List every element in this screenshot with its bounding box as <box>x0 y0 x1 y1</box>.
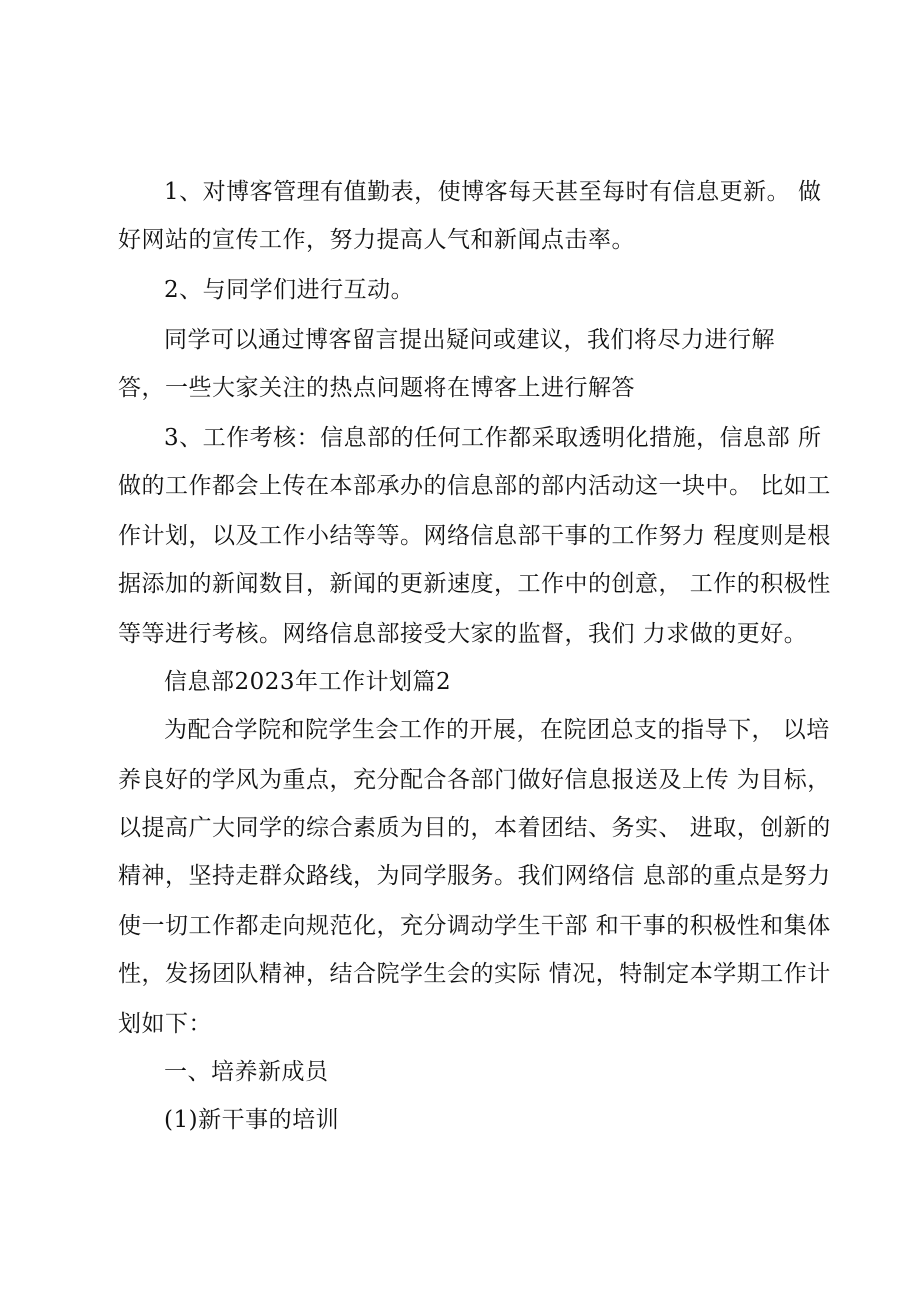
subheading: 一、培养新成员 <box>164 1059 329 1085</box>
text-line: 使一切工作都走向规范化，充分调动学生干部 和干事的积极性和集体 <box>118 913 831 939</box>
subheading: (1)新干事的培训 <box>164 1107 340 1133</box>
text-line: 据添加的新闻数目，新闻的更新速度，工作中的创意， 工作的积极性 <box>118 571 831 597</box>
text-line: 等等进行考核。网络信息部接受大家的监督，我们 力求做的更好。 <box>118 621 808 647</box>
text-line: 划如下： <box>118 1011 212 1037</box>
text-line: 养良好的学风为重点，充分配合各部门做好信息报送及上传 为目标， <box>118 767 831 793</box>
section-heading: 信息部2023年工作计划篇2 <box>164 669 452 695</box>
text-line: 1、对博客管理有值勤表，使博客每天甚至每时有信息更新。 做 <box>164 179 822 205</box>
text-line: 性，发扬团队精神，结合院学生会的实际 情况，特制定本学期工作计 <box>118 961 831 987</box>
text-line: 精神，坚持走群众路线，为同学服务。我们网络信 息部的重点是努力 <box>118 863 831 889</box>
text-line: 以提高广大同学的综合素质为目的，本着团结、务实、 进取，创新的 <box>118 815 831 841</box>
text-line: 好网站的宣传工作，努力提高人气和新闻点击率。 <box>118 227 635 253</box>
text-line: 3、工作考核：信息部的任何工作都采取透明化措施，信息部 所 <box>164 425 822 451</box>
text-line: 答，一些大家关注的热点问题将在博客上进行解答 <box>118 375 635 401</box>
text-line: 作计划，以及工作小结等等。网络信息部干事的工作努力 程度则是根 <box>118 523 831 549</box>
text-line: 同学可以通过博客留言提出疑问或建议，我们将尽力进行解 <box>164 327 775 353</box>
text-line: 为配合学院和院学生会工作的开展，在院团总支的指导下， 以培 <box>164 717 830 743</box>
text-line: 2、与同学们进行互动。 <box>164 277 415 303</box>
text-line: 做的工作都会上传在本部承办的信息部的部内活动这一块中。 比如工 <box>118 473 831 499</box>
